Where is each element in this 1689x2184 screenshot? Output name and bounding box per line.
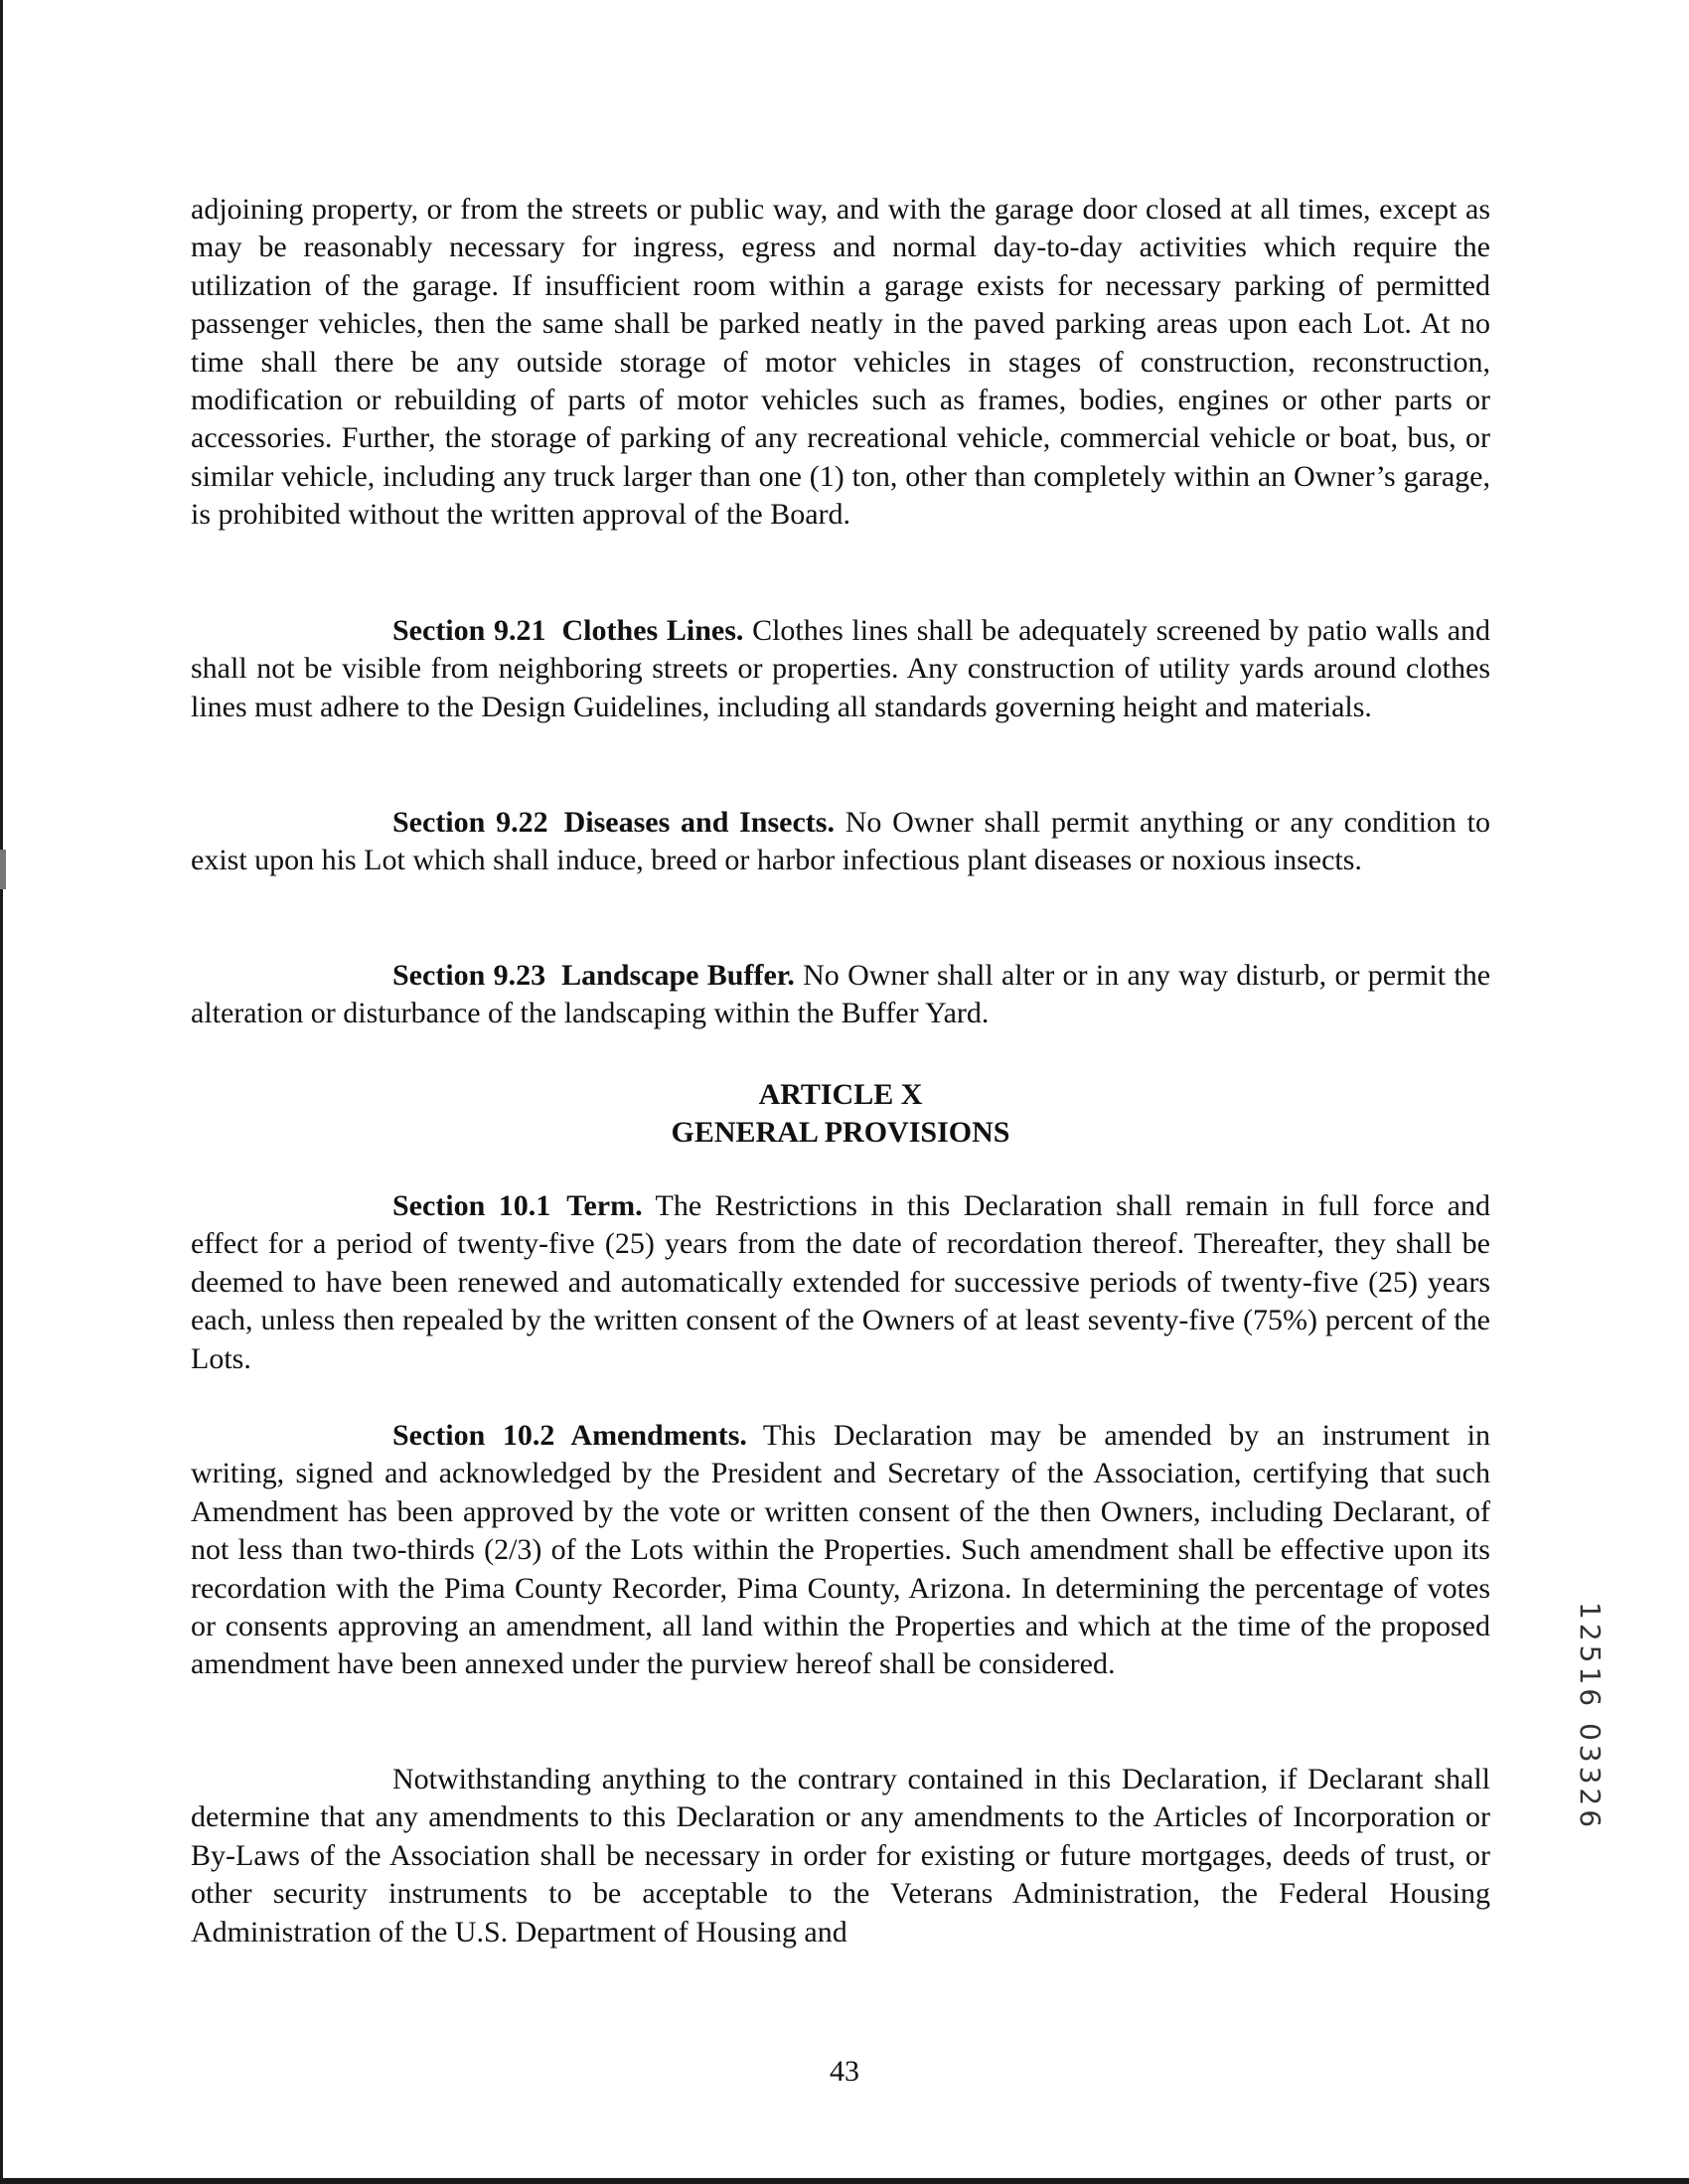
section-number: Section 10.2	[392, 1419, 555, 1452]
scan-border-bottom	[0, 2178, 1689, 2184]
section-10-2-paragraph	[191, 1417, 1490, 1684]
section-text: No Owner shall alter or in any way disturb, or permit the alteration or disturbance of the landscaping within the Buffer Yard.	[191, 959, 1491, 1030]
section-number: Section 10.1	[392, 1189, 551, 1222]
section-number: Section 9.23	[392, 959, 546, 992]
section-number: Section 9.21	[392, 614, 546, 647]
page-number: 43	[830, 2055, 859, 2088]
section-text: This Declaration may be amended by an instrument in writing, signed and acknowledged by the President and Secretary of the Association, certifying that such Amendment has been approved by the vote or written consent of the then Owners, including Declarant, of not less than two-thirds (2/3) of the Lots within the Properties. Such amendment shall be effective upon its recordation with the Pima County Recorder, Pima County, Arizona. In determining the percentage of votes or consents approving an amendment, all land within the Properties and which at the time of the proposed amendment have been annexed under the purview hereof shall be considered.	[191, 1419, 1490, 1681]
section-9-23-paragraph	[191, 957, 1490, 1033]
article-number: ARTICLE X	[758, 1078, 923, 1111]
section-9-22-paragraph	[191, 804, 1490, 880]
section-title: Diseases and Insects.	[563, 806, 835, 839]
section-title: Term.	[566, 1189, 643, 1222]
section-title: Landscape Buffer.	[561, 959, 795, 992]
scan-border-left	[0, 0, 3, 2184]
scan-mark	[0, 850, 6, 889]
notwithstanding-paragraph	[191, 1761, 1490, 1951]
section-9-21-paragraph	[191, 612, 1490, 726]
section-text: No Owner shall permit anything or any condition to exist upon his Lot which shall induce, breed or harbor infectious plant diseases or noxious insects.	[191, 806, 1491, 877]
section-text: The Restrictions in this Declaration shall remain in full force and effect for a period of twenty-five (25) years from the date of recordation thereof. Thereafter, they shall be deemed to have been renewed and automatically extended for successive periods of twenty-five (25) years each, unless then repealed by the written consent of the Owners of at least seventy-five (75%) percent of the Lots.	[191, 1189, 1490, 1375]
section-title: Clothes Lines.	[561, 614, 744, 647]
section-number: Section 9.22	[392, 806, 548, 839]
recorder-stamp-text: 12516 03326	[1574, 1602, 1607, 1832]
section-text: Clothes lines shall be adequately screened by patio walls and shall not be visible from neighboring streets or properties. Any construction of utility yards around clothes lines must adhere to the Design Guidelines, including all standards governing height and materials.	[191, 614, 1491, 723]
section-title: Amendments.	[570, 1419, 747, 1452]
continuation-paragraph	[191, 191, 1490, 535]
section-10-1-paragraph	[191, 1187, 1490, 1378]
notwithstanding-text: Notwithstanding anything to the contrary contained in this Declaration, if Declarant shall determine that any amendments to this Declaration or any amendments to the Articles of Incorporation or By-Laws of the Association shall be necessary in order for existing or future mortgages, deeds of trust, or other security instruments to be acceptable to the Veterans Administration, the Federal Housing Administration of the U.S. Department of Housing and	[191, 1763, 1490, 1949]
recorder-stamp	[1574, 1602, 1608, 1832]
article-title: GENERAL PROVISIONS	[671, 1116, 1010, 1149]
continuation-text: adjoining property, or from the streets or public way, and with the garage door closed at all times, except as may be reasonably necessary for ingress, egress and normal day-to-day activities which require the utilization of the garage. If insufficient room within a garage exists for necessary parking of permitted passenger vehicles, then the same shall be parked neatly in the paved parking areas upon each Lot. At no time shall there be any outside storage of motor vehicles in stages of construction, reconstruction, modification or rebuilding of parts of motor vehicles such as frames, bodies, engines or other parts or accessories. Further, the storage of parking of any recreational vehicle, commercial vehicle or boat, bus, or similar vehicle, including any truck larger than one (1) ton, other than completely within an Owner’s garage, is prohibited without the written approval of the Board.	[191, 193, 1490, 532]
